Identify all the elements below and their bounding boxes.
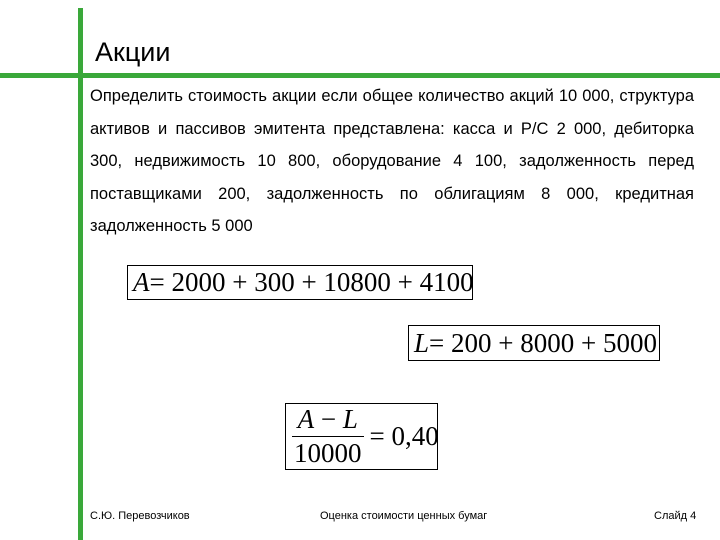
footer-author: С.Ю. Перевозчиков [90, 510, 190, 522]
fraction-numerator [296, 404, 360, 436]
liabilities-variable: L [414, 327, 430, 358]
footer-course: Оценка стоимости ценных бумаг [320, 510, 488, 522]
assets-formula [127, 265, 473, 300]
slide-title: Акции [95, 37, 171, 67]
numerator-a: A [297, 404, 315, 434]
accent-horizontal-line [0, 73, 720, 78]
problem-statement: Определить стоимость акции если общее количество акций 10 000, структура активов и пассивов эмитента представлена: касса и Р/С 2 000, дебиторка 300, недвижимость 10 800, оборудование 4 100, задолженность перед поставщиками 200, задолженность по облигациям 8 000, кредитная задолженность 5 000 [90, 87, 694, 235]
assets-expression: = 2000 + 300 + 10800 + 4100 [149, 267, 474, 297]
assets-variable: A [133, 267, 150, 297]
numerator-l: L [342, 404, 358, 434]
accent-vertical-line [78, 8, 83, 540]
fraction [292, 404, 364, 469]
liabilities-formula [408, 325, 660, 361]
fraction-denominator: 10000 [294, 438, 362, 468]
minus-sign: − [314, 404, 343, 434]
share-price-result: = 0,40 [369, 421, 439, 451]
footer-slide-number: Слайд 4 [654, 510, 697, 522]
liabilities-expression: = 200 + 8000 + 5000 [429, 327, 657, 358]
share-price-formula [285, 403, 438, 470]
